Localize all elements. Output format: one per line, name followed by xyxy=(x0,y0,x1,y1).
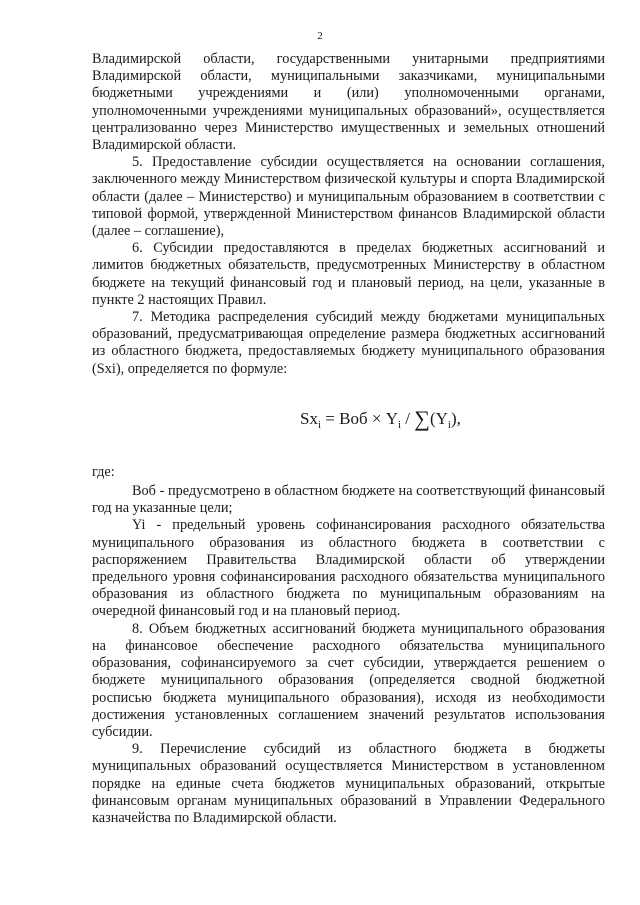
paragraph-8: 8. Объем бюджетных ассигнований бюджета муниципального образования на финансовое обеспечение расходного обязательства муниципального образования, софинансируемого за счет субсидии, утверждается решением о бюджете муниципального образования (определяется сводной бюджетной росписью бюджета муниципального образования), исходя из необходимости достижения установленных соглашением значений результатов использования субсидии. xyxy=(92,620,605,740)
formula-lhs: Sx xyxy=(300,408,318,428)
paragraph-9: 9. Перечисление субсидий из областного бюджета в бюджеты муниципальных образований осуществляется Министерством в установленном порядке на единые счета бюджетов муниципальных образований, открытые финансовым органам муниципальных образований в Управлении Федерального казначейства по Владимирской области. xyxy=(92,741,605,826)
formula-where: где: xyxy=(92,463,115,480)
formula-open: (Y xyxy=(429,408,448,428)
definition-yi: Yi - предельный уровень софинансирования расходного обязательства муниципального образования из областного бюджета в соответствии с распоряжением Правительства Владимирской области об утверждении предельного уровня софинансирования расходного обязательства муниципального образования из областного бюджета по муниципальным образованиям на очередной финансовый год и на плановый период. xyxy=(92,517,605,620)
formula-sum-symbol: ∑ xyxy=(414,405,430,431)
page-number: 2 xyxy=(317,30,323,42)
formula-eq: = Воб × Y xyxy=(321,408,398,428)
paragraph-continuation: Владимирской области, государственными унитарными предприятиями Владимирской области, муниципальными заказчиками, муниципальными бюджетными учреждениями и (или) уполномоченными органами, уполномоченными учреждениями муниципальных образований», осуществляется централизованно через Министерство имущественных и земельных отношений Владимирской области. xyxy=(92,51,605,154)
document-body xyxy=(92,51,605,827)
paragraph-7: 7. Методика распределения субсидий между бюджетами муниципальных образований, предусматривающая определение размера бюджетных ассигнований из областного бюджета, предоставляемых бюджету муниципального образования (Sxi), определяется по формуле: xyxy=(92,309,605,377)
formula-close: ), xyxy=(450,408,461,428)
paragraph-5: 5. Предоставление субсидии осуществляется на основании соглашения, заключенного между Министерством физической культуры и спорта Владимирской области (далее – Министерство) и муниципальным образованием в соответствии с типовой формой, утвержденной Министерством финансов Владимирской области (далее – соглашение), xyxy=(92,154,605,240)
formula-div: / xyxy=(401,408,415,428)
paragraph-6: 6. Субсидии предоставляются в пределах бюджетных ассигнований и лимитов бюджетных обязательств, предусмотренных Министерству в областном бюджете на текущий финансовый год и плановый период, на цели, указанные в пункте 2 настоящих Правил. xyxy=(92,240,605,308)
formula-y-sub: i xyxy=(397,418,402,431)
distribution-formula xyxy=(92,405,605,436)
definition-vob: Воб - предусмотрено в областном бюджете на соответствующий финансовый год на указанные цели; xyxy=(92,483,605,517)
formula-lhs-sub: i xyxy=(317,418,322,431)
formula-sum-sub: i xyxy=(447,418,451,431)
